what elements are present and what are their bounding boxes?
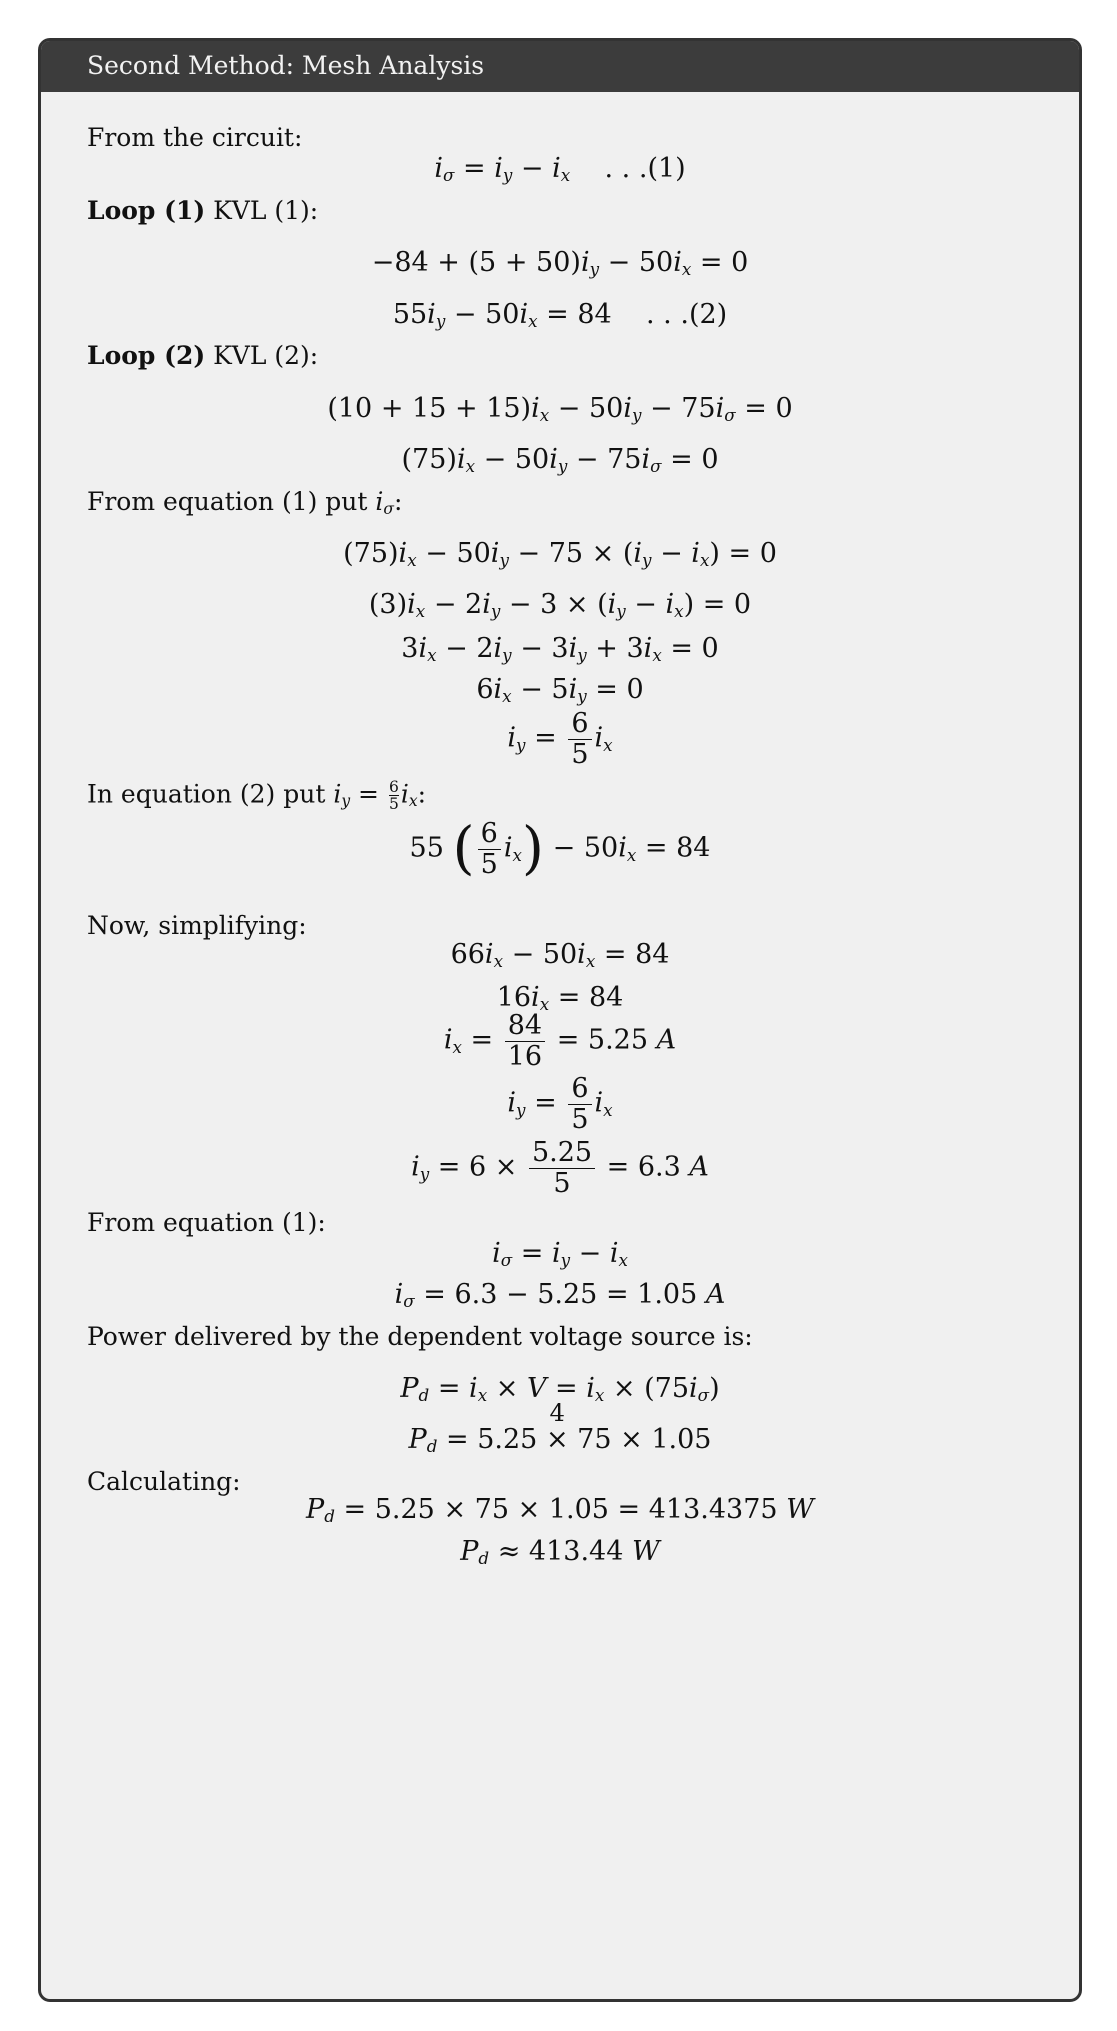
isigma-result-eq: $i_\sigma = 6.3 - 5.25 = 1.05$ A bbox=[394, 1279, 726, 1312]
panel-title: Second Method: Mesh Analysis bbox=[87, 51, 485, 80]
panel-header bbox=[41, 41, 1079, 92]
loop2-heading bbox=[87, 341, 318, 370]
iy-ratio-eq: $i_y$ = $\frac{6}{5}$ $i_x$ bbox=[507, 708, 613, 770]
text-from-circuit: From the circuit: bbox=[87, 123, 303, 152]
loop2-simplified-eq: $(75)i_x - 50i_y - 75i_\sigma = 0$ bbox=[401, 444, 719, 477]
isigma-eq: $i_\sigma = i_y - i_x$ bbox=[492, 1238, 628, 1271]
loop2-kvl: KVL (2): bbox=[205, 341, 319, 370]
simplify-eq-1: $66i_x - 50i_x = 84$ bbox=[450, 939, 670, 972]
combined-eq: $6i_x - 5i_y = 0$ bbox=[476, 674, 644, 707]
eq1-tag: (1) bbox=[647, 153, 686, 184]
iy-ratio-eq-2: $i_y$ = $\frac{6}{5}$ $i_x$ bbox=[507, 1073, 613, 1135]
loop1-heading bbox=[87, 196, 318, 225]
equation-1: $i_\sigma = i_y - i_x$ . . .(1) bbox=[434, 153, 686, 186]
power-formula-eq: $P_d = i_x \times V = i_x \times (75i_\sigma)$ bbox=[400, 1373, 720, 1406]
power-calc-eq: $P_d = 5.25 \times 75 \times 1.05 = 413.4375$ W bbox=[306, 1494, 814, 1527]
divided-eq: $(3)i_x - 2i_y - 3 \times (i_y - i_x) = 0$ bbox=[368, 589, 752, 622]
eq2-tag: (2) bbox=[688, 299, 728, 330]
power-final-eq: $P_d \approx 413.44$ W bbox=[460, 1536, 660, 1569]
expanded-eq: $3i_x - 2i_y - 3i_y + 3i_x = 0$ bbox=[401, 633, 719, 666]
annotation-4: 4 bbox=[549, 1398, 565, 1427]
simplify-eq-2: $16i_x = 84$ bbox=[496, 982, 624, 1015]
loop1-kvl-eq: $-84 + (5 + 50)i_y - 50i_x = 0$ bbox=[371, 247, 749, 280]
text-from-eq1-put: From equation (1) put $i_\sigma$: bbox=[87, 487, 403, 518]
substituted-eq2: 55 ( $\frac{6}{5}$ $i_x) - 50i_x = 84$ bbox=[409, 815, 711, 882]
loop1-kvl: KVL (1): bbox=[205, 196, 319, 225]
loop2-label: Loop (2) bbox=[87, 341, 206, 370]
solution-panel bbox=[38, 38, 1082, 2002]
loop2-kvl-eq: $(10 + 15 + 15)i_x - 50i_y - 75i_\sigma = 0$ bbox=[327, 393, 793, 426]
text-from-eq1: From equation (1): bbox=[87, 1208, 326, 1237]
text-calculating: Calculating: bbox=[87, 1467, 241, 1496]
text-power-delivered: Power delivered by the dependent voltage source is: bbox=[87, 1322, 753, 1351]
text-now-simplifying: Now, simplifying: bbox=[87, 911, 307, 940]
substitution-eq: $(75)i_x - 50i_y - 75 \times (i_y - i_x) = 0$ bbox=[343, 538, 777, 571]
iy-result-eq: $i_y = 6$ × $\frac{5.25}{5}$ = 6.3 A bbox=[411, 1137, 709, 1199]
equation-2: $55i_y - 50i_x = 84$ . . .(2) bbox=[392, 299, 728, 332]
loop1-label: Loop (1) bbox=[87, 196, 206, 225]
ix-result-eq: $i_x$ = $\frac{84}{16}$ = 5.25 A bbox=[443, 1010, 677, 1072]
text-in-eq2-put: In equation (2) put $i_y$ = $\frac{6}{5}$ $i_x$: bbox=[87, 778, 426, 814]
power-substituted-eq: $P_d = 5.25$ × 4 75 × 1.05 bbox=[408, 1398, 712, 1457]
